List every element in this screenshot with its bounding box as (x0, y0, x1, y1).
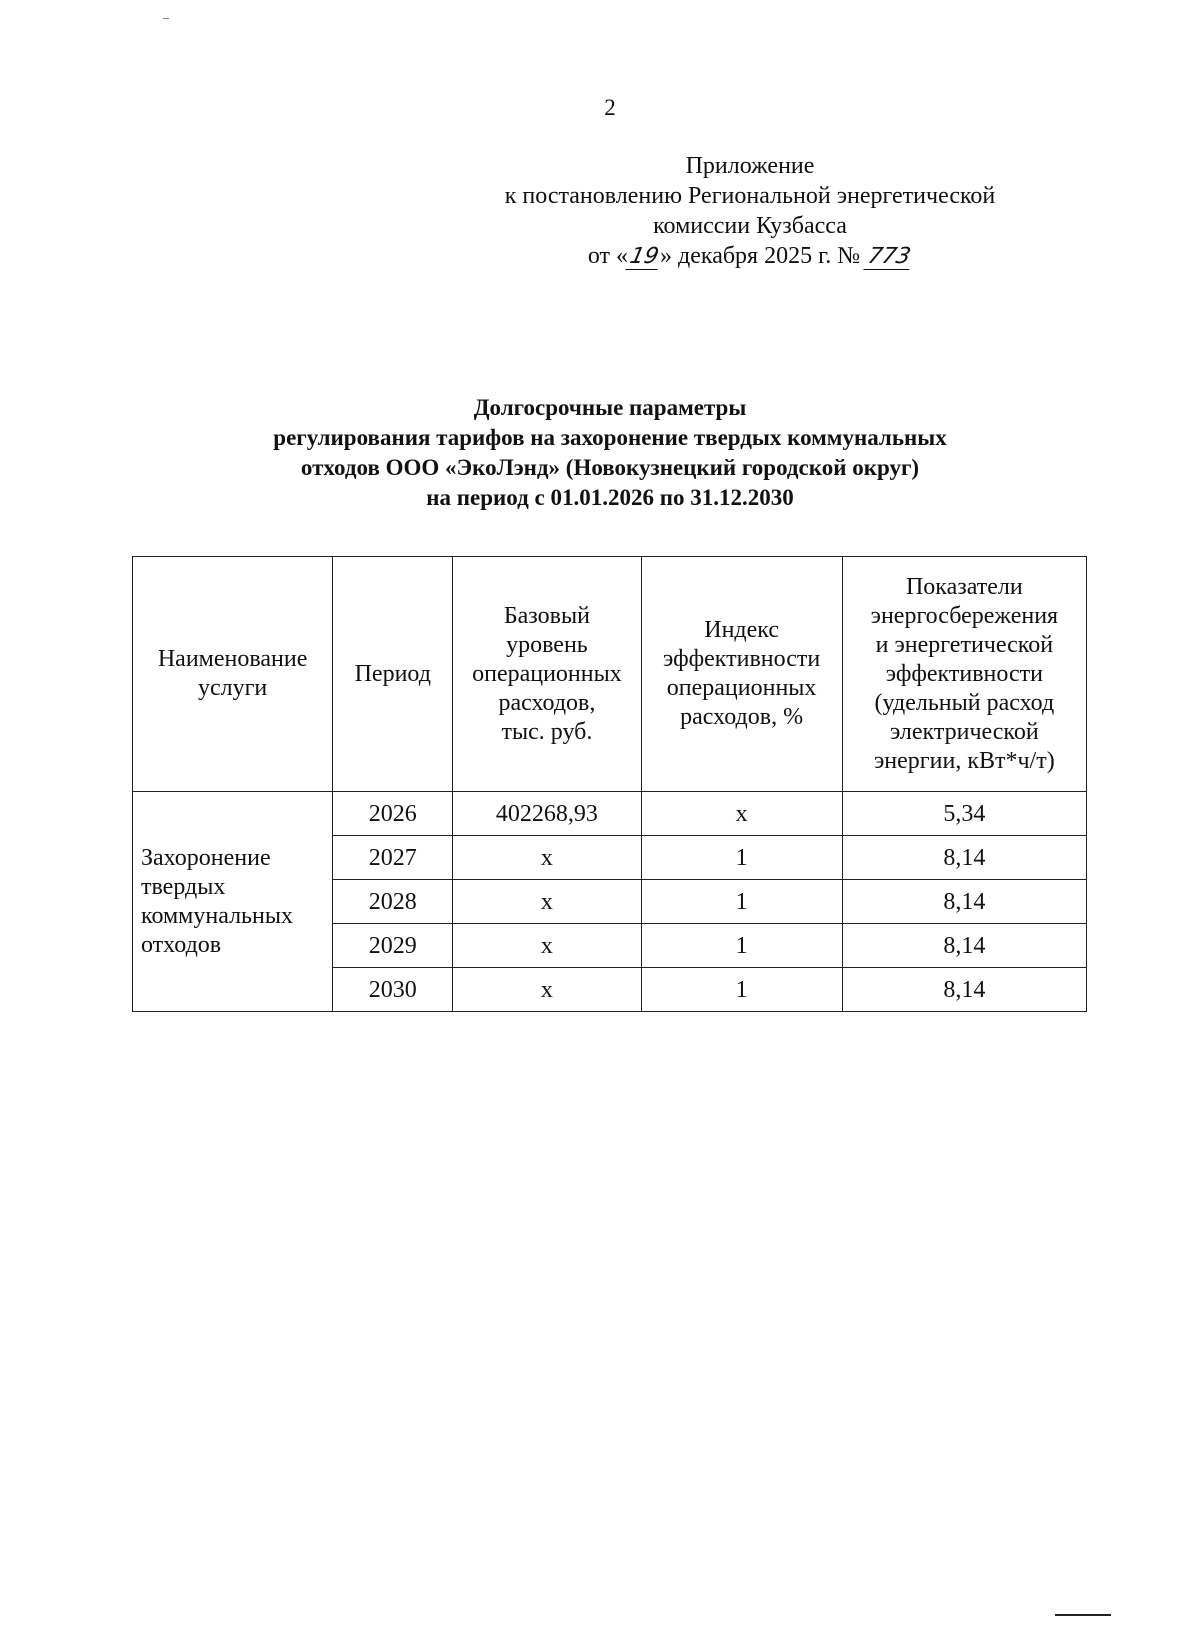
header-service-name: Наименование услуги (133, 557, 333, 792)
energy-indicator-cell: 8,14 (842, 968, 1086, 1012)
efficiency-index-cell: 1 (641, 880, 842, 924)
energy-indicator-cell: 5,34 (842, 792, 1086, 836)
header-base-level: Базовый уровень операционных расходов, тыс. руб. (453, 557, 641, 792)
header-efficiency-index: Индекс эффективности операционных расходов, % (641, 557, 842, 792)
date-prefix: от « (587, 243, 629, 269)
base-level-cell: х (453, 880, 641, 924)
appendix-resolution-line: к постановлению Региональной энергетической (504, 183, 996, 209)
base-level-cell: х (453, 924, 641, 968)
tariff-parameters-table (132, 556, 1087, 1012)
handwritten-day: 19 (625, 245, 662, 270)
base-level-cell: 402268,93 (453, 792, 641, 836)
page-number: 2 (604, 95, 616, 120)
date-middle: » декабря 2025 г. № (660, 243, 861, 269)
appendix-date-line (470, 241, 1030, 271)
period-cell: 2026 (333, 792, 453, 836)
table-header-row (133, 557, 1087, 792)
document-title (120, 393, 1100, 513)
appendix-heading: Приложение (685, 153, 815, 179)
period-cell: 2030 (333, 968, 453, 1012)
energy-indicator-cell: 8,14 (842, 924, 1086, 968)
base-level-cell: х (453, 968, 641, 1012)
service-name-cell: Захоронение твердых коммунальных отходов (133, 792, 333, 1012)
header-period: Период (333, 557, 453, 792)
energy-indicator-cell: 8,14 (842, 836, 1086, 880)
scan-artifact-mark (163, 18, 169, 19)
table-row (133, 792, 1087, 836)
energy-indicator-cell: 8,14 (842, 880, 1086, 924)
efficiency-index-cell: 1 (641, 968, 842, 1012)
footer-line-mark (1055, 1614, 1111, 1616)
appendix-commission-line: комиссии Кузбасса (653, 213, 847, 239)
title-line-3: отходов ООО «ЭкоЛэнд» (Новокузнецкий городской округ) (300, 455, 920, 480)
base-level-cell: х (453, 836, 641, 880)
efficiency-index-cell: 1 (641, 924, 842, 968)
title-line-4: на период с 01.01.2026 по 31.12.2030 (426, 485, 794, 510)
header-energy-indicators: Показатели энергосбережения и энергетической эффективности (удельный расход электрической энергии, кВт*ч/т) (842, 557, 1086, 792)
period-cell: 2027 (333, 836, 453, 880)
appendix-block (470, 151, 1030, 271)
period-cell: 2029 (333, 924, 453, 968)
title-line-2: регулирования тарифов на захоронение твердых коммунальных (273, 425, 947, 450)
title-line-1: Долгосрочные параметры (473, 395, 747, 420)
period-cell: 2028 (333, 880, 453, 924)
efficiency-index-cell: х (641, 792, 842, 836)
efficiency-index-cell: 1 (641, 836, 842, 880)
handwritten-doc-number: 773 (863, 245, 914, 270)
